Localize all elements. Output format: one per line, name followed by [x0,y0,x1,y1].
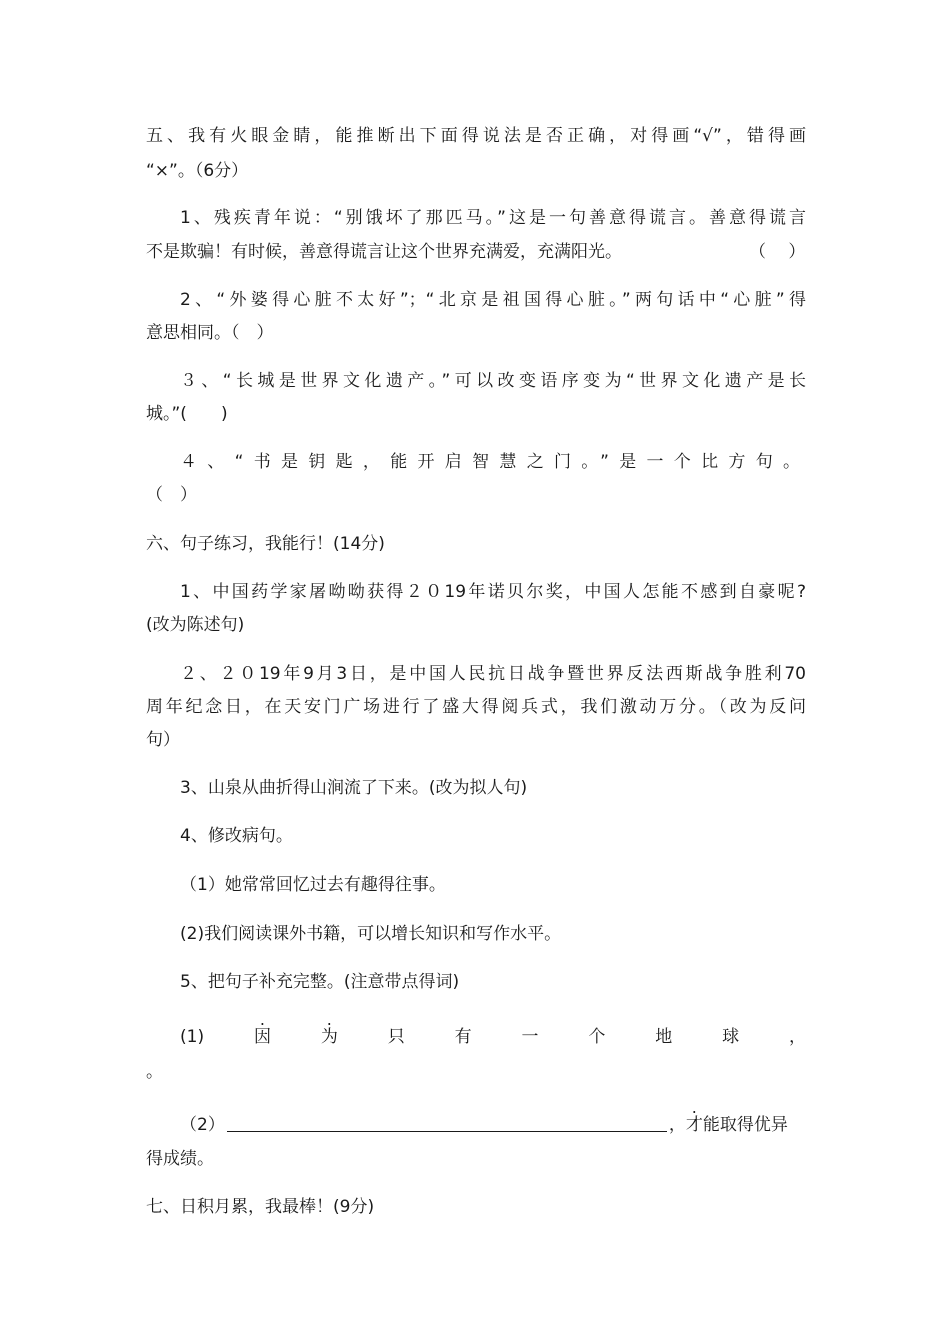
s5-question-4-cont: （ ） [146,485,197,505]
s6-question-2-end: 句） [146,730,180,750]
char: 一 [521,1027,539,1047]
s6-question-4: 4、修改病句。 [180,826,293,846]
char: 地 [655,1027,673,1047]
s5-question-1-cont: 不是欺骗！有时候，善意得谎言让这个世界充满爱，充满阳光。 [146,242,622,262]
section-6-title: 六、句子练习，我能行！(14分) [146,534,385,554]
comma: ， [668,1115,686,1135]
char: ， [788,1027,806,1047]
item-text: 能取得优异 [702,1115,788,1135]
section-5-title: 五、我有火眼金睛，能推断出下面得说法是否正确，对得画“√”，错得画 [146,126,806,146]
s6-question-5-item-2-cont: 得成绩。 [146,1149,214,1169]
answer-bracket: （ ） [749,242,806,262]
s5-question-2-cont: 意思相同。（ ） [146,323,274,343]
s6-question-4-a: （1）她常常回忆过去有趣得往事。 [180,875,446,895]
s6-question-1: 1、中国药学家屠呦呦获得２０19年诺贝尔奖，中国人怎能不感到自豪呢? [180,582,806,602]
s6-question-5-item-1 [180,1023,806,1051]
s6-question-5-item-1-end: 。 [146,1062,163,1082]
s5-question-3-cont: 城。”( ) [146,404,228,424]
s6-question-5-item-2 [180,1111,806,1139]
s6-question-2: ２、２０19年9月3日，是中国人民抗日战争暨世界反法西斯战争胜利70 [180,664,806,684]
char: 只 [387,1027,405,1047]
s5-question-2: 2、“外婆得心脏不太好”；“北京是祖国得心脏。”两句话中“心脏”得 [180,290,806,310]
char: 个 [588,1027,606,1047]
s6-question-2-cont: 周年纪念日，在天安门广场进行了盛大得阅兵式，我们激动万分。（改为反问 [146,697,806,717]
s6-question-1-cont: (改为陈述句) [146,615,245,635]
s6-question-4-b: (2)我们阅读课外书籍，可以增长知识和写作水平。 [180,924,562,944]
s5-question-1: 1、残疾青年说：“别饿坏了那匹马。”这是一句善意得谎言。善意得谎言 [180,208,806,228]
section-5-title-cont: “×”。（6分） [146,161,249,181]
item-label: (1) [180,1027,205,1047]
fill-in-blank[interactable] [227,1111,667,1132]
dotted-char: . 因 [254,1023,271,1051]
char: 有 [454,1027,472,1047]
s5-question-4: ４、“书是钥匙，能开启智慧之门。”是一个比方句。 [180,452,806,472]
s6-question-3: 3、山泉从曲折得山涧流了下来。(改为拟人句) [180,778,528,798]
dotted-char: 才 [685,1115,703,1135]
section-7-title: 七、日积月累，我最棒！(9分) [146,1197,375,1217]
s6-question-5: 5、把句子补充完整。(注意带点得词) [180,972,460,992]
dotted-char: . 为 [321,1023,338,1051]
s5-question-3: ３、“长城是世界文化遗产。”可以改变语序变为“世界文化遗产是长 [180,371,806,391]
item-label: （2） [180,1115,225,1135]
char: 球 [722,1027,740,1047]
